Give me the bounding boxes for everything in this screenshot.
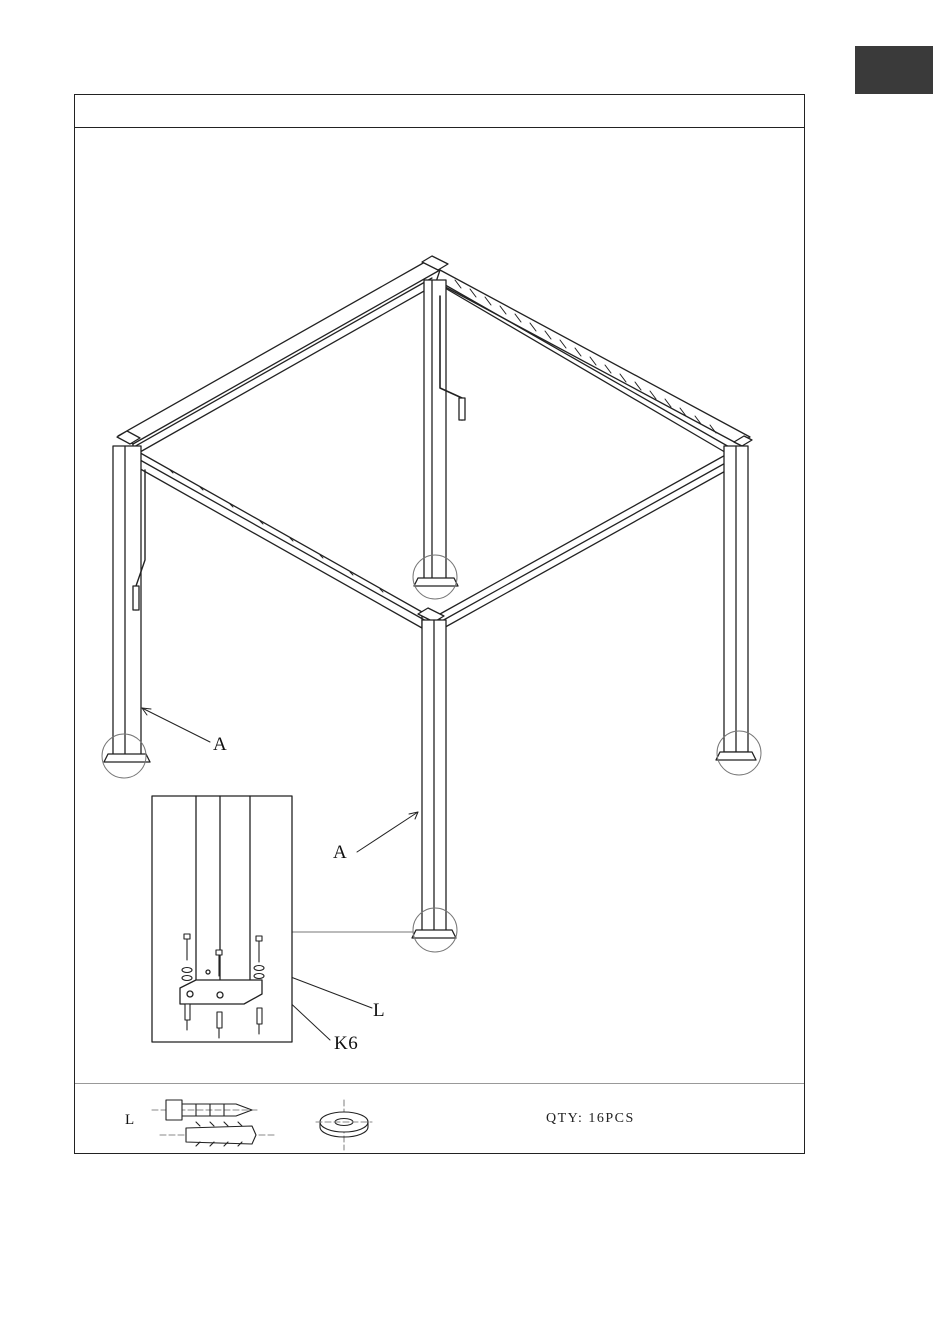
quantity-text: QTY: 16PCS	[546, 1111, 635, 1126]
screw-and-anchor-icon	[152, 1100, 275, 1146]
parts-label: L	[125, 1112, 135, 1128]
post-back	[414, 280, 465, 586]
post-front	[412, 620, 456, 938]
washer-icon	[316, 1100, 372, 1150]
post-right	[716, 446, 756, 760]
screw-callout: L	[373, 1000, 386, 1021]
anchor-detail-inset	[152, 796, 292, 1042]
post-callout-front: A	[333, 842, 348, 863]
post-callout-left: A	[213, 734, 228, 755]
washer-callout: K6	[334, 1033, 359, 1054]
post-left	[104, 446, 150, 762]
